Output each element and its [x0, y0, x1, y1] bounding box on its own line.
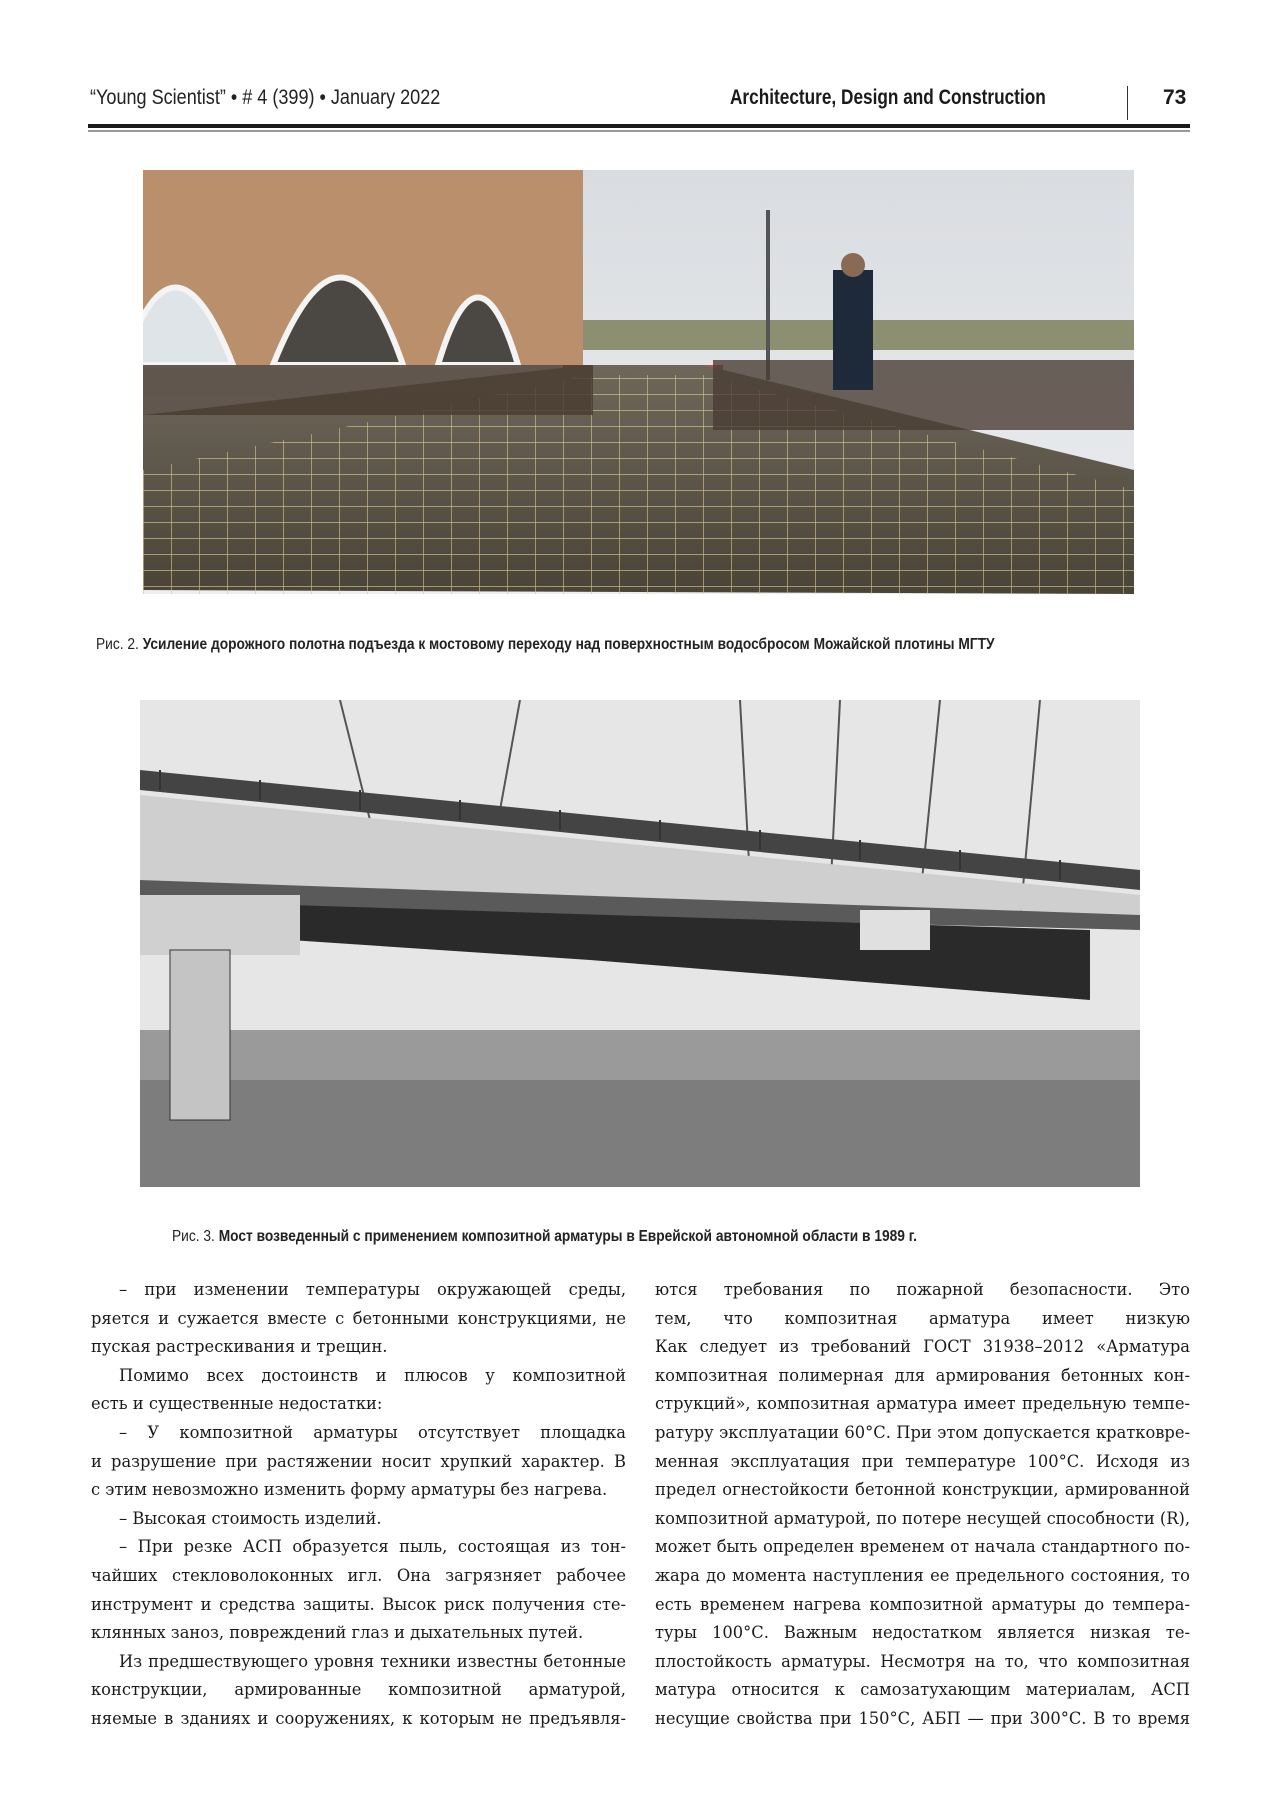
figure-2-caption [96, 636, 995, 654]
figure-3-photo [140, 700, 1140, 1187]
figure-2-text: Усиление дорожного полотна подъезда к мостовому переходу над поверхностным водосбросом Можайской плотины МГТУ [142, 636, 995, 653]
header-divider [1127, 86, 1128, 120]
text-line: может быть определен временем от начала стандартного по- [655, 1537, 1190, 1557]
journal-header: “Young Scientist” • # 4 (399) • January 2022 [90, 86, 441, 109]
header-rule-thick [88, 124, 1190, 128]
text-line: есть и существенные недостатки: [91, 1394, 383, 1414]
text-line: струкций», композитная арматура имеет предельную темпе- [655, 1394, 1190, 1414]
text-line: Помимо всех достоинств и плюсов у композитной [119, 1365, 626, 1385]
text-line: плостойкость арматуры. Несмотря на то, что композитная [655, 1651, 1190, 1671]
text-line: пуская растрескивания и трещин. [91, 1337, 388, 1357]
figure-3-caption [172, 1228, 917, 1246]
text-line: клянных заноз, повреждений глаз и дыхательных путей. [91, 1623, 584, 1643]
figure-3-text: Мост возведенный с применением композитной арматуры в Еврейской автономной области в 1989 г. [218, 1228, 917, 1245]
text-line: композитная полимерная для армирования бетонных кон- [655, 1365, 1190, 1385]
text-line: туры 100°С. Важным недостатком является низкая те- [655, 1623, 1190, 1643]
text-line: инструмент и средства защиты. Высок риск получения сте- [91, 1594, 626, 1614]
text-line: – при изменении температуры окружающей среды, [119, 1280, 626, 1299]
text-line: Из предшествующего уровня техники известны бетонные [119, 1651, 626, 1671]
text-line: няемые в зданиях и сооружениях, к которым не предъявля- [91, 1708, 626, 1728]
text-line: ряется и сужается вместе с бетонными конструкциями, не [91, 1308, 626, 1328]
text-line: с этим невозможно изменить форму арматуры без нагрева. [91, 1480, 608, 1500]
text-line: жара до момента наступления ее предельного состояния, то [655, 1565, 1190, 1585]
figure-2-photo [143, 170, 1134, 594]
text-line: ратуру эксплуатации 60°С. При этом допускается кратковре- [655, 1422, 1190, 1442]
text-column-left [91, 1276, 626, 1734]
text-line: – При резке АСП образуется пыль, состоящая из тон- [119, 1537, 626, 1557]
text-column-right [655, 1276, 1190, 1734]
text-line: ются требования по пожарной безопасности. Это [655, 1280, 1190, 1299]
text-line: несущие свойства при 150°С, АБП — при 300°С. В то время [655, 1708, 1190, 1728]
text-line: менная эксплуатация при температуре 100°С. Исходя из [655, 1451, 1190, 1471]
text-line: предел огнестойкости бетонной конструкции, армированной [655, 1480, 1190, 1500]
text-line: матура относится к самозатухающим материалам, АСП [655, 1680, 1190, 1700]
text-line: чайших стекловолоконных игл. Она загрязняет рабочее [91, 1565, 626, 1585]
text-line: композитной арматурой, по потере несущей способности (R), [655, 1508, 1190, 1528]
text-line: – У композитной арматуры отсутствует площадка [119, 1422, 626, 1442]
page-number: 73 [1163, 86, 1187, 109]
section-title: Architecture, Design and Construction [730, 86, 1046, 109]
text-line: есть временем нагрева композитной арматуры до темпера- [655, 1594, 1190, 1614]
figure-2-label: Рис. 2. [96, 636, 139, 653]
header-rule-thin [88, 130, 1190, 132]
text-line: и разрушение при растяжении носит хрупкий характер. В [91, 1451, 626, 1471]
text-line: – Высокая стоимость изделий. [119, 1508, 382, 1528]
text-line: конструкции, армированные композитной арматурой, [91, 1680, 626, 1700]
text-line: тем, что композитная арматура имеет низкую [655, 1308, 1190, 1328]
text-line: Как следует из требований ГОСТ 31938–2012 «Арматура [655, 1337, 1190, 1357]
figure-3-label: Рис. 3. [172, 1228, 215, 1245]
